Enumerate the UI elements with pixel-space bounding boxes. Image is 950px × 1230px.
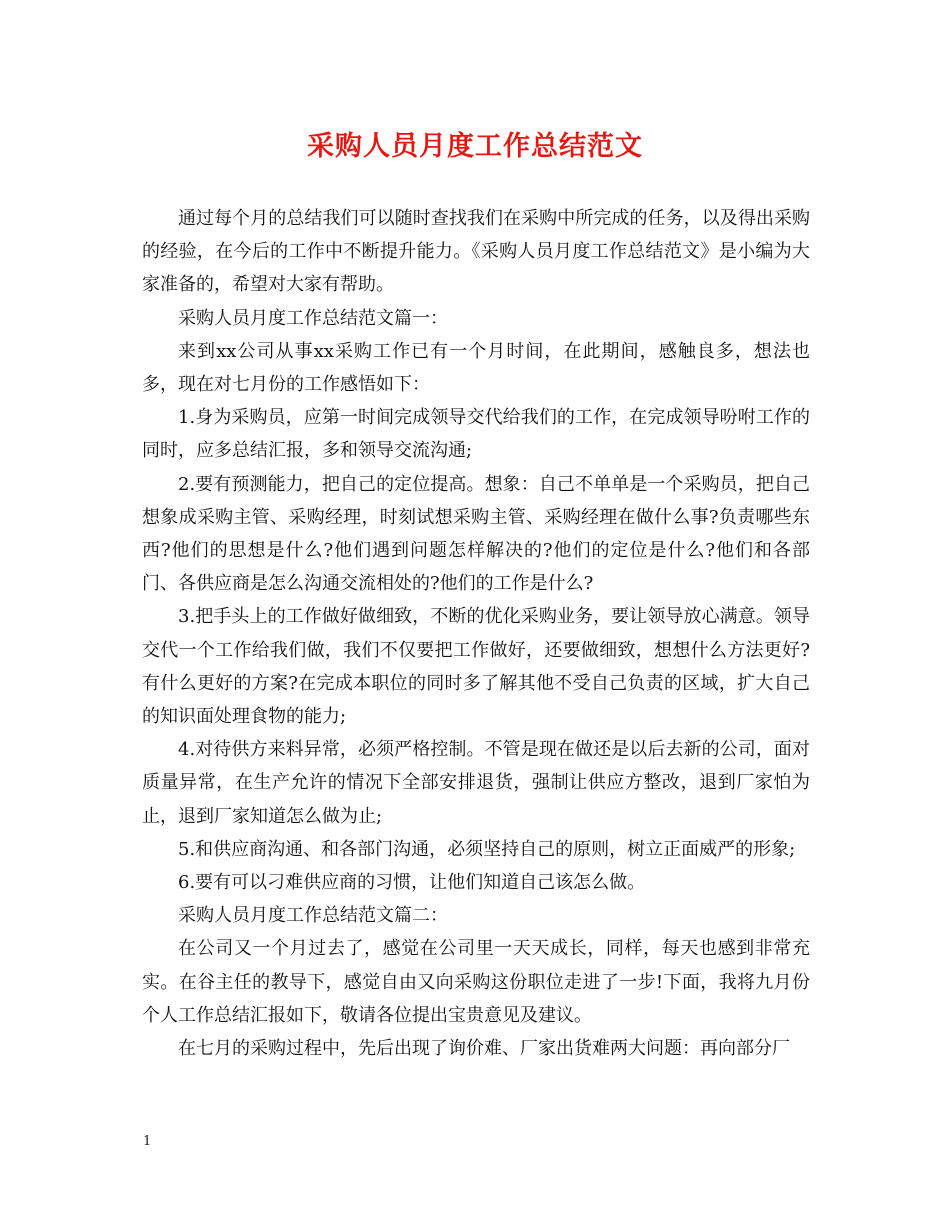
body-paragraph: 来到xx公司从事xx采购工作已有一个月时间，在此期间，感触良多，想法也多，现在对七月份的工作感悟如下：	[142, 340, 810, 396]
document-title: 采购人员月度工作总结范文	[307, 131, 643, 162]
body-paragraph: 在公司又一个月过去了，感觉在公司里一天天成长，同样，每天也感到非常充实。在谷主任的教导下，感觉自由又向采购这份职位走进了一步!下面，我将九月份个人工作总结汇报如下，敬请各位提出宝贵意见及建议。	[142, 938, 810, 1026]
body-paragraph: 在七月的采购过程中，先后出现了询价难、厂家出货难两大问题：再向部分厂	[178, 1038, 790, 1060]
intro-paragraph: 通过每个月的总结我们可以随时查找我们在采购中所完成的任务，以及得出采购的经验，在今后的工作中不断提升能力。《采购人员月度工作总结范文》是小编为大家准备的，希望对大家有帮助。	[142, 208, 810, 296]
list-item-3: 3.把手头上的工作做好做细致，不断的优化采购业务，要让领导放心满意。领导交代一个工作给我们做，我们不仅要把工作做好，还要做细致，想想什么方法更好?有什么更好的方案?在完成本职位的同时多了解其他不受自己负责的区域，扩大自己的知识面处理食物的能力;	[142, 606, 810, 728]
list-item-4: 4.对待供方来料异常，必须严格控制。不管是现在做还是以后去新的公司，面对质量异常，在生产允许的情况下全部安排退货，强制让供应方整改，退到厂家怕为止，退到厂家知道怎么做为止;	[142, 739, 810, 827]
section-heading-part-two: 采购人员月度工作总结范文篇二：	[178, 905, 448, 927]
list-item-6: 6.要有可以刁难供应商的习惯，让他们知道自己该怎么做。	[178, 872, 646, 894]
list-item-2: 2.要有预测能力，把自己的定位提高。想象：自己不单单是一个采购员，把自己想象成采购主管、采购经理，时刻试想采购主管、采购经理在做什么事?负责哪些东西?他们的思想是什么?他们遇到问题怎样解决的?他们的定位是什么?他们和各部门、各供应商是怎么沟通交流相处的?他们的工作是什么?	[142, 473, 810, 595]
list-item-1: 1.身为采购员，应第一时间完成领导交代给我们的工作，在完成领导吩咐工作的同时，应多总结汇报，多和领导交流沟通;	[142, 407, 810, 462]
list-item-5: 5.和供应商沟通、和各部门沟通，必须坚持自己的原则，树立正面威严的形象;	[178, 838, 796, 860]
page-number: 1	[143, 1134, 152, 1149]
document-body	[142, 202, 810, 1065]
section-heading-part-one: 采购人员月度工作总结范文篇一：	[178, 307, 448, 329]
